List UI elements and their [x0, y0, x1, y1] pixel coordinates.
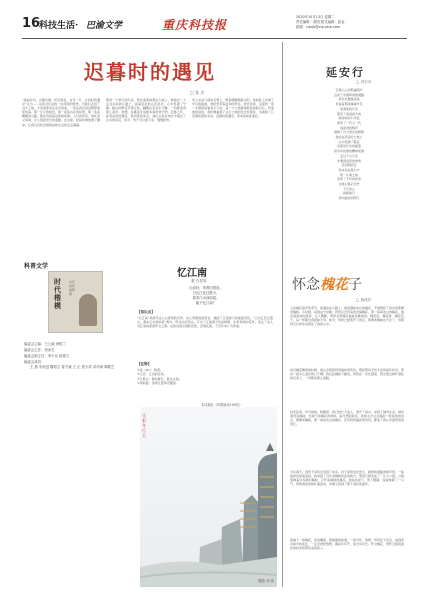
- title-part-1: 怀念: [292, 277, 320, 293]
- book-box: [22, 253, 132, 588]
- poem-line: 你永远在我心中: [338, 167, 360, 172]
- article-column-1: “美丽乡村，古镇为媒，托田湾村，在年一方，让我时的遇见”走出……这是对生活的一次深刻的感悟，当我们走进了这片土地，才发现原来生活中的美，一直在我们身边默默地绽放着。那一片片的稻田，那一座座古朴的民居，那一条条蜿蜒的小路，都在诉说着这里的故事。人们的笑容，淳朴而又真诚，让人感到无比的温暖。在这里，时间仿佛放慢了脚步，让我们有机会细细品味生活的点点滴滴。: [22, 98, 100, 127]
- article-title: 迟暮时的遇见: [84, 60, 216, 84]
- section-title: 科技生活·: [39, 21, 79, 31]
- poem-yanan: [288, 42, 408, 267]
- poem-line: 杨家岭的小米饭: [338, 116, 360, 121]
- photo-caption: 乐彩冬行天: [142, 413, 146, 438]
- poem-line: 心中充满了敬意: [338, 139, 360, 144]
- article2-para-5: 我摘下一串槐花，放进嘴里，那甜甜的味道，一如当年。我想，奶奶在天有灵，看到家乡如今的变化，一定会很欣慰吧。槐花年年开，思念年年长。怀念槐花，更怀念那段美好的时光和那些爱我的人。: [290, 538, 404, 551]
- book-cover-title: 时代楷模: [54, 277, 61, 310]
- poem-lines: [294, 88, 404, 201]
- poem2-note-heading: 【知识点】: [137, 310, 155, 314]
- poem-line: 是中华民族的精神家园: [333, 149, 364, 154]
- poem2-note-body: “忆江南”是唐代诗人白居易的名作。诗人用简练的语言，描绘了江南春天的美丽景色。“日出江花红胜火，春来江水绿如蓝”两句，用对比的手法，写出了江南春天色彩鲜明、生机勃勃的景象，表达了诗人对江南的深深怀念之情。这首词语言清新自然，意境优美，千百年来广为传诵。: [137, 316, 273, 329]
- date-line: 2020年10月13日 星期二: [296, 15, 335, 19]
- poem2-line: 春来江水绿如蓝。: [192, 296, 220, 300]
- article-dusk-encounter: [22, 42, 277, 252]
- poem-line: 唱响了自力更生的赞歌: [333, 130, 364, 135]
- poem-title: 延安行: [326, 66, 365, 79]
- book-editor-line: 编委会主任：何冰生: [24, 348, 55, 352]
- book-cover-figure: [79, 294, 97, 326]
- poem-line: 南泥湾的歌声: [339, 125, 358, 130]
- poem2-line: 能不忆江南？: [195, 301, 217, 305]
- article2-author: □ 周成芹: [356, 298, 372, 302]
- poem2-note: ③红胜火：颜色鲜红，胜过火焰。: [137, 376, 182, 381]
- poem-line: 我站在延安的土地上: [335, 135, 363, 140]
- poem2-subtitle: 重·白居易: [191, 279, 207, 283]
- poem-line: 照亮了前进的方向: [336, 111, 361, 116]
- book-members-heading: 编委会成员：: [24, 360, 45, 364]
- poem2-line: 日出江花红胜火，: [192, 291, 220, 295]
- poem-line: 延安啊延安: [341, 163, 357, 168]
- editor-line: 责任编辑：胡国 版式编辑：彭金: [296, 20, 345, 24]
- city-photo: [140, 407, 277, 587]
- book-box-heading: 科普文学: [24, 263, 49, 270]
- title-part-3: 子: [348, 277, 362, 293]
- poem2-note: ①谙（ān）：熟悉。: [137, 368, 163, 372]
- article-author: □ 张 杰: [190, 90, 205, 95]
- article2-para-2: 每当槐花飘香的时候，我总会想起奶奶慈祥的笑容，想起那些无忧无虑的童年时光。那是一段多么美好的日子啊！我们在槐树下嬉戏，奶奶在一旁忙碌着，阳光透过树叶洒在我们身上，一切都是那么温暖。: [290, 368, 404, 381]
- poem-author: □ 冯宗平: [356, 80, 372, 84]
- poem2-line: 江南好，风景旧曾谙。: [189, 286, 223, 290]
- poem2-notes: [137, 368, 273, 386]
- photo-image: [140, 407, 277, 587]
- article-column-3: 老人坐在门前的石凳上，眯着眼睛晒着太阳，他的脸上布满了岁月的痕迹，却依然带着温和的笑容。他告诉我，这里的一草一木都是他看着长大的，每一寸土地都承载着他的记忆。听着他的讲述，我仿佛看到了这片土地的过去和现在，也看到了它充满希望的未来。迟暮时的遇见，原来是如此美好。: [192, 98, 274, 119]
- page-header: [22, 15, 407, 37]
- poem2-title: 忆江南: [177, 268, 207, 279]
- poem-line: 才懂得这里的珍贵: [336, 158, 361, 163]
- poem-line: 砥砺前行: [342, 191, 355, 196]
- book-members: 王 燕 朱跃进 魏奇生 曾方斌 王 正 蔡天祥 邓华斌 谭敏芝: [30, 365, 115, 369]
- poem-line: 奔向美好的明天: [338, 196, 360, 201]
- poem2-lines: [145, 286, 267, 306]
- book-cover: [48, 271, 103, 333]
- poem2-note: ②江花：江边的花朵。: [137, 372, 167, 377]
- header-rule: [22, 38, 407, 39]
- email-line: 邮箱：cqkjb@vip.sina.com: [296, 25, 341, 29]
- newspaper-name: 重庆科技报: [162, 18, 228, 32]
- poem-line: 养育了一代又一代: [336, 120, 361, 125]
- article2-para-4: 今年春天，我终于有机会回到了故乡。村子里的变化很大，新修的道路宽敞平坦，一栋栋新房拔地而起。我来到了当年老槐树所在的地方，那里已经变成了一片小公园，公园里种着许多新的槐树，正开着满树的槐花。我站在树下，闭上眼睛，深深地吸了一口气，那熟悉的香味扑面而来，仿佛又回到了那个美好的童年。: [290, 470, 404, 487]
- poem-line: 这里是红色的摇篮: [336, 144, 361, 149]
- book-members-line: 编委会副主任：李小兵 赵德义: [24, 354, 70, 358]
- poem-line: 诉说着那段峥嵘岁月: [335, 102, 363, 107]
- poem-line: 不忘初心: [342, 186, 355, 191]
- article-column-2: 那是一个秋天的午后，阳光温柔地洒在大地上，我独自一人走在乡间的小路上，看着远处的山峦起伏，心中充满了宁静。路边的野花开得正艳，蝴蝶在花丛中飞舞，一切都显得那么美好。我想，这就是生活最本真的样子吧。迟暮之年，能有这样的遇见，是何等的幸运。我们总是在匆忙中错过了太多的风景，而今，终于可以停下来，慢慢欣赏。: [106, 98, 186, 123]
- poem2-source: 本诗摘自《听歌诵诗100首》: [201, 403, 243, 407]
- article2-para-3: 时光荏苒，岁月如梭。转眼间，我已经长大成人，离开了故乡，来到了城市生活。城市里没有槐树，也闻不到槐花的香味。每当想起故乡，我的心中总会涌起一股浓浓的思念。那棵老槐树，那一串串洁白的槐花，还有奶奶慈祥的笑容，都成了我心中最珍贵的回忆。: [290, 410, 404, 427]
- poem2-notes-heading: 【注释】: [137, 362, 152, 366]
- article-locust-flowers: [288, 268, 408, 593]
- vertical-divider: [282, 42, 283, 587]
- poem-line: 孕育了不朽的传奇: [336, 177, 361, 182]
- page-number: 16: [22, 16, 41, 31]
- section-title-literature: 巴渝文学: [86, 21, 123, 31]
- poem-line: 窑洞里的灯光: [339, 106, 358, 111]
- book-cover-subtitle: 少年时代的梦想: [69, 280, 76, 296]
- poem-line: 点亮了中国革命的道路: [333, 92, 364, 97]
- title-highlight: 槐花: [320, 277, 348, 293]
- poem-line: 走过千山万水: [339, 153, 358, 158]
- poem2-note: ④绿如蓝：绿得比蓝草还要绿。: [137, 381, 179, 386]
- poem-line: 宝塔山上的那盏明灯: [335, 88, 363, 92]
- poem-line: 那一片黄土地: [339, 172, 358, 177]
- article2-para-1: 又是槐花盛开的季节，我漫步在小路上，看着满树洁白的槐花，不禁想起了故乡的那棵老槐树。小时候，每到这个时候，奶奶总会带着我去摘槐花。那一串串洁白的槐花，散发着淡淡的清香，让人陶醉。奶奶会用槐花做成各种美食，槐花饭、槐花饼、槐花包子，每一样都让我回味无穷。如今，奶奶已经离开了我们，那棵老槐树也不在了，但那份记忆却永远留在了我的心中。: [290, 306, 404, 327]
- poem-line: 延河水缓缓流淌: [338, 97, 360, 102]
- photo-credit: 摄影 刘 伟: [258, 579, 274, 583]
- book-author-line: 编委会主编：王公诚 徐树兰: [24, 342, 66, 346]
- article2-title: [292, 274, 408, 298]
- poem-line: 让我们铭记历史: [338, 182, 360, 187]
